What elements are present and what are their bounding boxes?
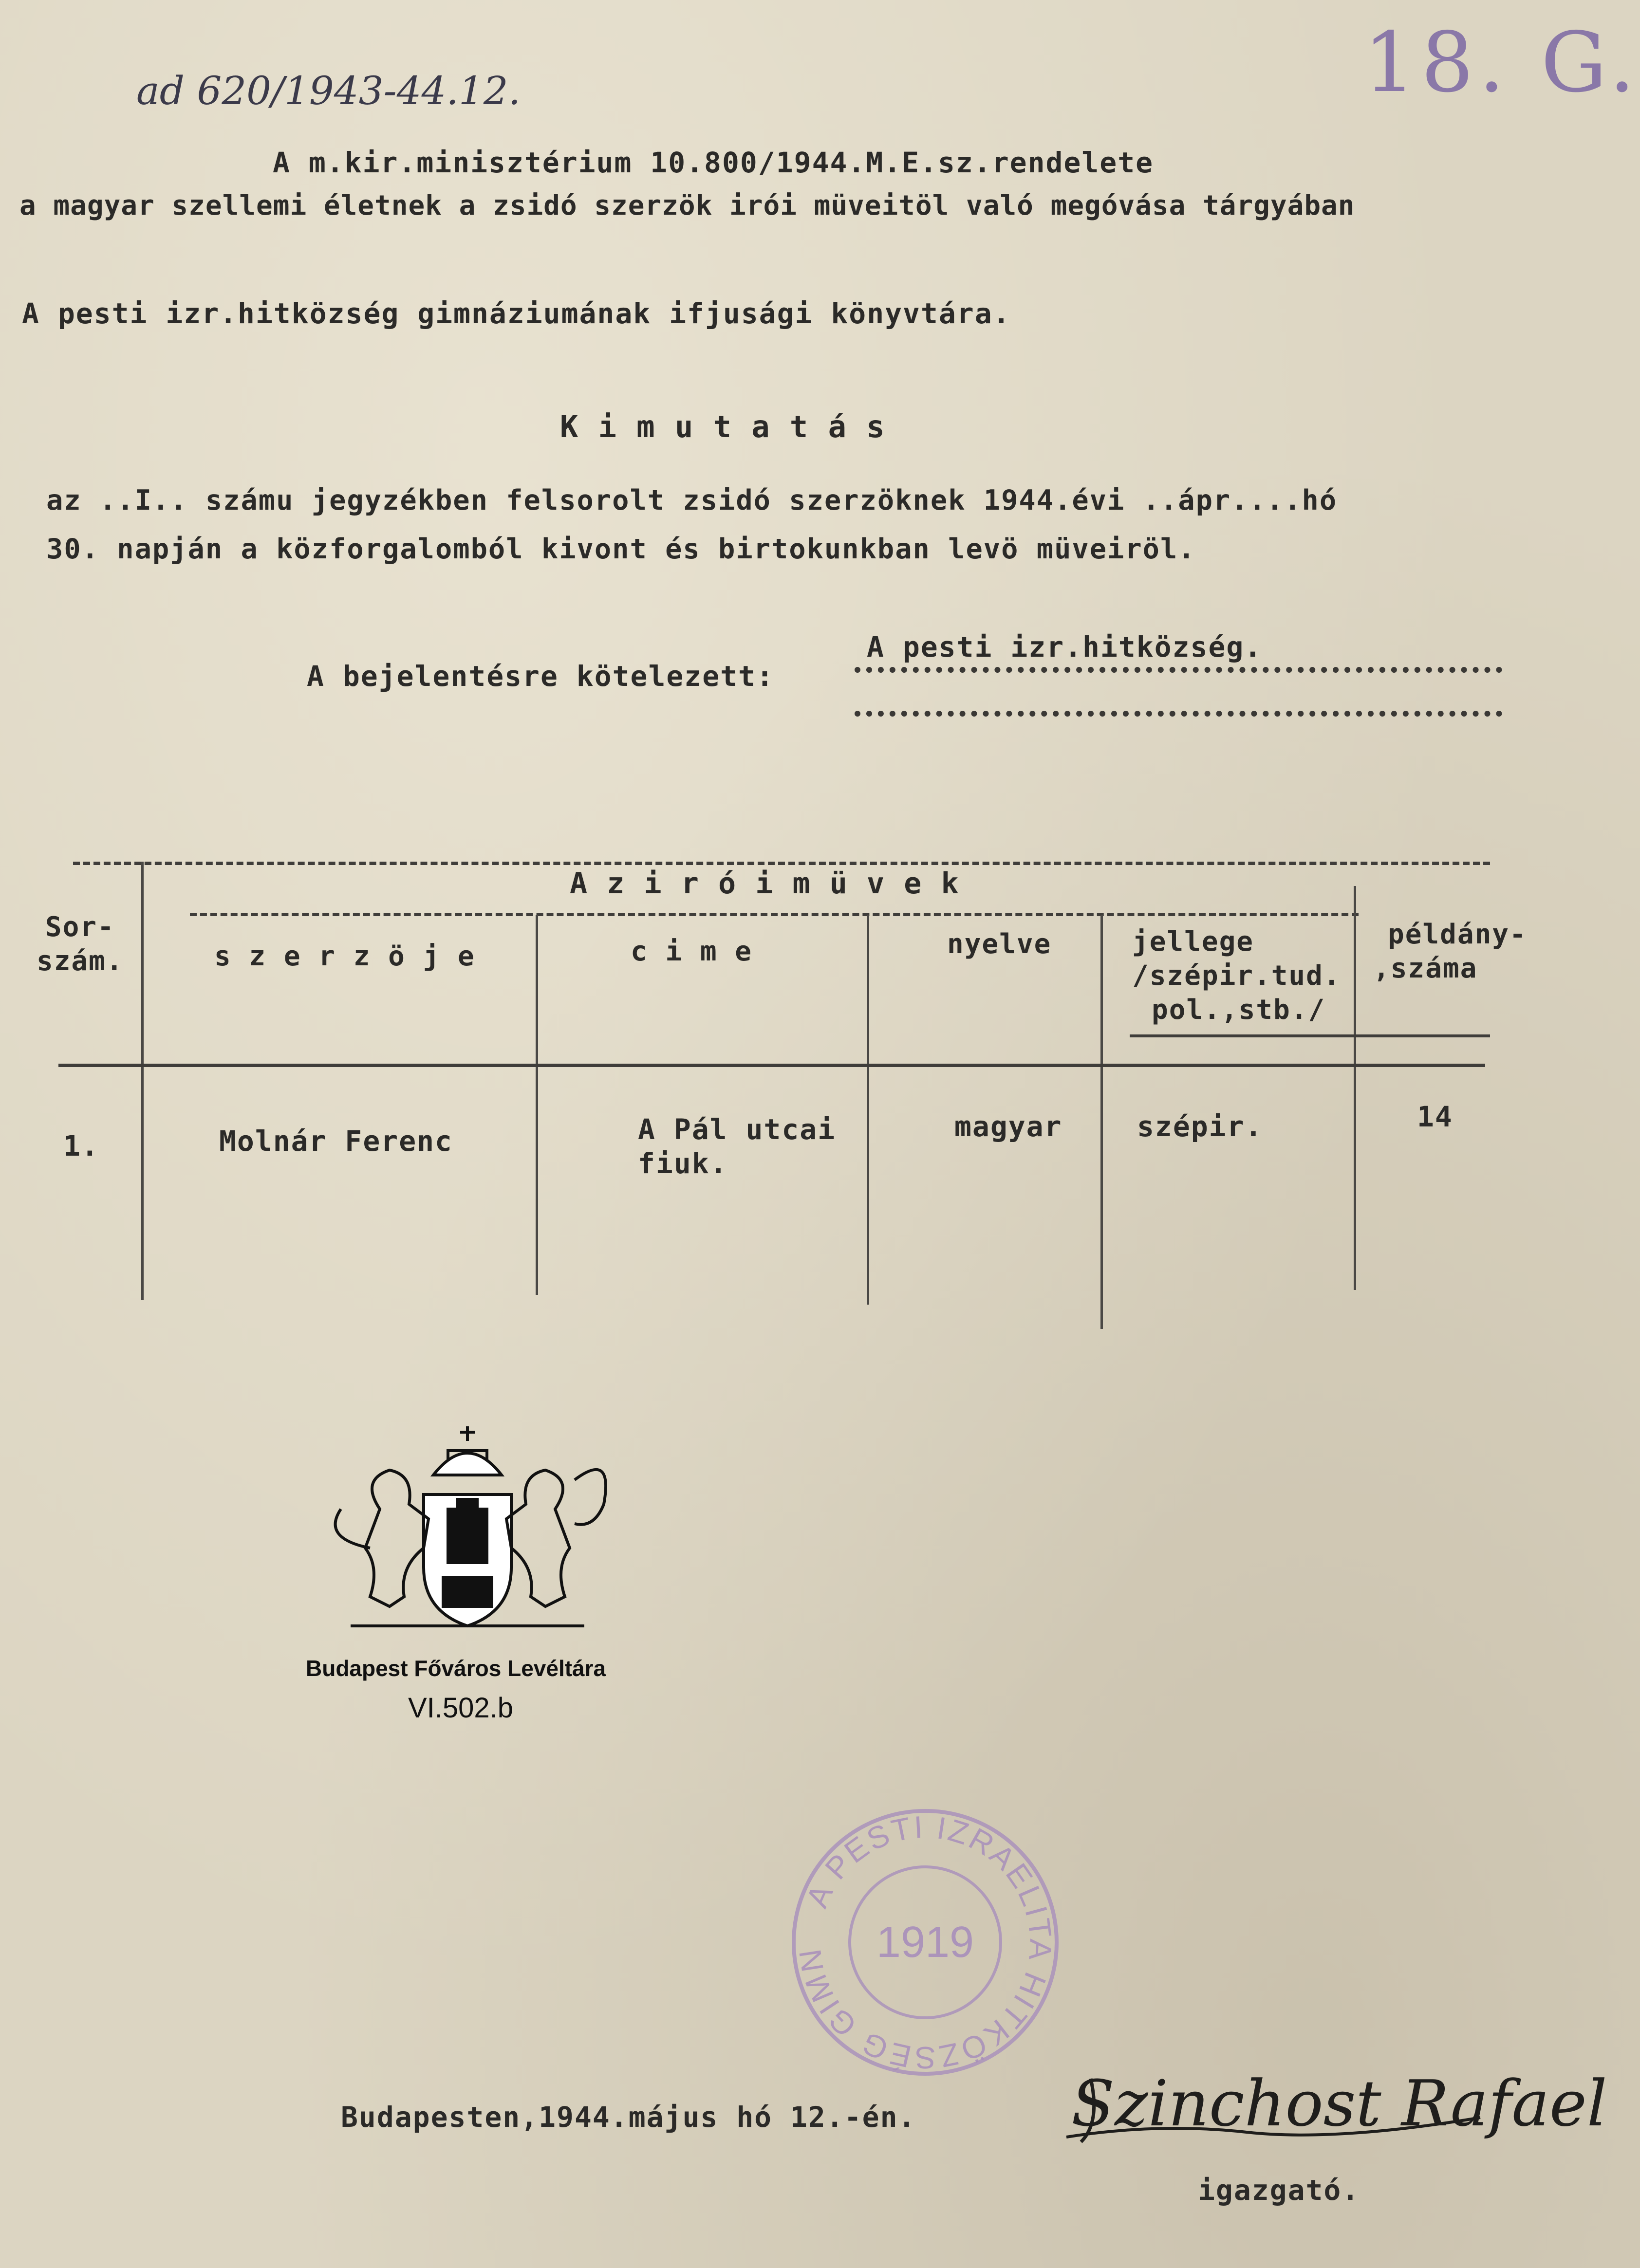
statement-line-2: 30. napján a közforgalomból kivont és birtokunkban levö müveiröl. [46, 533, 1196, 565]
row-title [638, 1112, 836, 1180]
group-header-rule [190, 913, 1359, 916]
round-stamp [784, 1801, 1066, 2084]
header-bottom-rule [58, 1064, 1485, 1067]
column-divider-2 [536, 915, 538, 1295]
column-divider-4 [1100, 915, 1103, 1329]
signature-stroke-icon [1062, 2064, 1500, 2161]
header-language: nyelve [947, 928, 1052, 960]
table-group-header: A z i r ó i m ü v e k [570, 867, 960, 901]
archive-name: Budapest Főváros Levéltára [306, 1656, 606, 1681]
row-number: 1. [63, 1129, 99, 1162]
archive-signature: VI.502.b [408, 1692, 514, 1724]
table-top-rule [73, 862, 1490, 865]
coat-of-arms-icon [302, 1421, 633, 1650]
folio-stamp: 18. G. [1363, 15, 1640, 111]
column-divider-1 [141, 862, 144, 1300]
document-title: K i m u t a t á s [560, 409, 886, 444]
header-type [1132, 925, 1341, 1027]
row-type: szépir. [1137, 1110, 1263, 1143]
round-stamp-text: A PESTI IZRAELITA HITKÖZSÉG GIMN [792, 1809, 1059, 2076]
decree-line-2: a magyar szellemi életnek a zsidó szerzök irói müveitöl való megóvása tárgyában [19, 190, 1355, 221]
header-copies-line-2: ,száma [1373, 953, 1478, 984]
row-title-line-1: A Pál utcai [638, 1113, 836, 1146]
obligated-label: A bejelentésre kötelezett: [307, 660, 774, 693]
row-language: magyar [954, 1110, 1062, 1143]
archive-emblem [302, 1421, 633, 1650]
header-copies-line-1: példány- [1388, 919, 1527, 950]
round-stamp-icon [784, 1801, 1066, 2084]
round-stamp-year: 1919 [876, 1918, 974, 1967]
obligated-dotted-line-2 [855, 711, 1502, 717]
column-divider-3 [867, 915, 869, 1305]
obligated-value: A pesti izr.hitközség. [867, 630, 1263, 664]
header-row-number-line-1: Sor- [45, 911, 115, 943]
header-bottom-rule-right [1130, 1034, 1490, 1037]
signature-title: igazgató. [1198, 2174, 1360, 2207]
header-author: s z e r z ö j e [214, 940, 475, 972]
place-date: Budapesten,1944.május hó 12.-én. [341, 2101, 916, 2134]
row-title-line-2: fiuk. [638, 1147, 728, 1180]
header-type-line-1: jellege [1132, 926, 1254, 958]
row-copies: 14 [1417, 1100, 1453, 1133]
signature: Szinchost Rafael [1071, 2066, 1607, 2140]
handwritten-reference: ad 620/1943-44.12. [136, 68, 521, 113]
statement-line-1: az ..I.. számu jegyzékben felsorolt zsidó szerzöknek 1944.évi ..ápr....hó [46, 484, 1338, 516]
obligated-dotted-line-1 [855, 667, 1502, 673]
header-row-number-line-2: szám. [37, 945, 124, 977]
header-row-number [37, 910, 124, 978]
header-title: c i m e [631, 936, 753, 967]
header-type-line-2: /szépir.tud. [1132, 960, 1341, 992]
row-author: Molnár Ferenc [219, 1125, 453, 1158]
header-type-line-3: pol.,stb./ [1152, 994, 1326, 1026]
decree-line-1: A m.kir.minisztérium 10.800/1944.M.E.sz.rendelete [273, 146, 1154, 179]
header-copies [1373, 918, 1527, 986]
library-line: A pesti izr.hitközség gimnáziumának ifjusági könyvtára. [22, 297, 1011, 330]
column-divider-5 [1354, 886, 1356, 1290]
